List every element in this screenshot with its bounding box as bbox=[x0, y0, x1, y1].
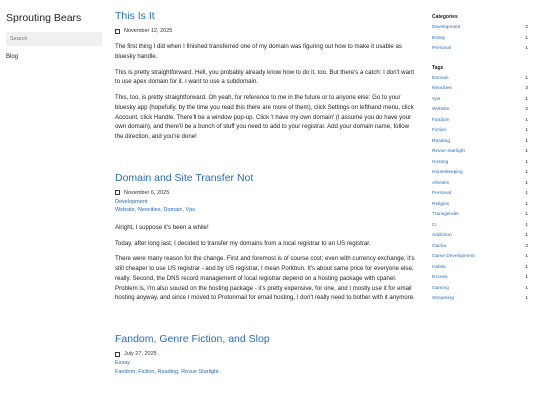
category-item bbox=[432, 44, 528, 55]
post-paragraph: The first thing I did when I finished transferred one of my domain was figuring out how to make it usable as bluesky handle. bbox=[115, 43, 402, 60]
tag-item-count: 1 bbox=[525, 233, 528, 238]
tag-item-link[interactable]: Fandom bbox=[432, 117, 450, 123]
tag-item bbox=[432, 179, 528, 190]
tag-item-link[interactable]: Excess bbox=[432, 275, 448, 280]
tag-item-link[interactable]: Game Development bbox=[432, 254, 475, 259]
post-date-text: July 27, 2025 bbox=[124, 351, 157, 358]
tag-item-link[interactable]: Neocities bbox=[432, 86, 452, 91]
post-body bbox=[115, 42, 415, 142]
tag-item-count: 1 bbox=[525, 159, 528, 165]
left-sidebar bbox=[6, 12, 102, 60]
tags-heading: Tags bbox=[432, 64, 444, 71]
tag-item-count: 1 bbox=[525, 128, 528, 133]
post-tag-link[interactable]: Revue Starlight bbox=[181, 368, 219, 375]
calendar-icon bbox=[115, 29, 120, 34]
tag-item-count: 1 bbox=[525, 254, 528, 259]
tag-item-link[interactable]: Personal bbox=[432, 191, 451, 196]
post-category-link[interactable]: Essay bbox=[115, 360, 130, 367]
tag-item-count: 1 bbox=[525, 275, 528, 280]
post-paragraph: This is pretty straightforward. Hell, you probably already know how to do it, too. But there's a catch: I don't want to use apex domain for it. I want to use a subdomain. bbox=[115, 68, 415, 86]
tag-item-link[interactable]: Vps bbox=[432, 96, 441, 102]
tag-item bbox=[432, 158, 528, 169]
post-list bbox=[115, 10, 415, 405]
tag-item-count: 2 bbox=[525, 243, 528, 249]
tag-item-link[interactable]: Hosting bbox=[432, 159, 449, 165]
tag-item-link[interactable]: Transgender bbox=[432, 212, 460, 217]
tag-item-link[interactable]: Housekeeping bbox=[432, 170, 463, 175]
tag-item-link[interactable]: Ci bbox=[432, 222, 437, 228]
tag-item-count: 1 bbox=[525, 149, 528, 154]
tag-item bbox=[432, 231, 528, 242]
tag-item-count: 1 bbox=[525, 117, 528, 123]
post-paragraph: Today, after long last, I decided to transfer my domains from a local registrar to an US registrar. bbox=[115, 239, 371, 247]
tag-item-count: 1 bbox=[525, 296, 528, 301]
category-item-count: 2 bbox=[525, 25, 528, 30]
post-title[interactable]: This Is It bbox=[115, 10, 155, 22]
post-date-text: November 6, 2025 bbox=[124, 189, 170, 196]
tag-item bbox=[432, 105, 528, 116]
tag-item-count: 1 bbox=[525, 222, 528, 228]
category-item-link[interactable]: Essay bbox=[432, 35, 446, 41]
post-date bbox=[115, 351, 415, 357]
post-item bbox=[115, 10, 415, 142]
calendar-icon bbox=[115, 352, 120, 357]
tag-item bbox=[432, 168, 528, 179]
post-tag-link[interactable]: Fandom bbox=[115, 368, 136, 375]
right-sidebar bbox=[432, 14, 528, 315]
post-paragraph: This, too, is pretty straightforward. Oh yeah, for reference to me in the future or to anyone else: Go to your bluesky app (hopefully, by the time you read this there are more of them), click Settings on lefthand menu, click Account, click Handle. There'll be a window pop-up. Click 'I have my own domain' (I assume you do have your own domain), and there'll be a bunch of stuff you need to add to your registrar. Add your domain name, follow the direction, and you're done! bbox=[115, 94, 414, 140]
tag-item bbox=[432, 221, 528, 232]
tag-item bbox=[432, 210, 528, 221]
post-tag-link[interactable]: Website bbox=[115, 207, 135, 214]
tag-item-link[interactable]: Gacha bbox=[432, 243, 447, 249]
tag-item bbox=[432, 147, 528, 158]
post-tag-link[interactable]: Domain bbox=[163, 207, 183, 214]
post-body bbox=[115, 223, 415, 303]
search-input[interactable] bbox=[6, 32, 102, 46]
post-tags: Fandom, Fiction, Reading, Revue Starlight bbox=[115, 368, 219, 375]
nav-blog-link[interactable]: Blog bbox=[6, 54, 19, 60]
category-item-link[interactable]: Personal bbox=[432, 46, 451, 51]
tag-item-count: 1 bbox=[525, 212, 528, 217]
tag-item-link[interactable]: Reading bbox=[432, 138, 450, 144]
category-item-count: 1 bbox=[525, 35, 528, 41]
categories-heading: Categories bbox=[432, 14, 458, 20]
tag-item-count: 1 bbox=[525, 180, 528, 186]
post-tag-link[interactable]: Neocities bbox=[137, 207, 161, 214]
tag-item-count: 1 bbox=[525, 138, 528, 144]
tag-item-link[interactable]: Religion bbox=[432, 201, 450, 207]
category-item bbox=[432, 34, 528, 45]
tag-item-link[interactable]: Habits bbox=[432, 264, 446, 270]
tag-item-link[interactable]: Fiction bbox=[432, 128, 447, 133]
tag-item-count: 1 bbox=[525, 170, 528, 175]
tag-item bbox=[432, 126, 528, 137]
tags-list bbox=[432, 74, 528, 305]
post-paragraph: There were many reason for the change. First and foremost is of course cost; even with currency exchange, it's still cheaper to use US registrar - and by US registrar, I mean Porkbun. It's about same price for everyone else, really. Second, the DNS record management of local registrar depend on a hosting package with cpanel. Problem is, I'm also soured on the hosting package - it's pretty expensive, for one, and I mostly use it for email hosting anyway, and since I moved to Protonmail for email hosting, I don't really need to bother with it anymore. bbox=[115, 255, 415, 302]
tag-item-count: 1 bbox=[525, 191, 528, 196]
tag-item bbox=[432, 242, 528, 253]
post-tags: Website, Neocities, Domain, Vps bbox=[115, 207, 196, 214]
tag-item bbox=[432, 294, 528, 305]
tag-item-count: 1 bbox=[525, 201, 528, 207]
tag-item bbox=[432, 273, 528, 284]
tag-item-link[interactable]: Addiction bbox=[432, 233, 452, 238]
category-item-link[interactable]: Development bbox=[432, 25, 461, 30]
category-item bbox=[432, 23, 528, 34]
post-title[interactable]: Fandom, Genre Fiction, and Slop bbox=[115, 333, 270, 346]
post-category bbox=[115, 359, 415, 368]
tag-item-link[interactable]: Streaming bbox=[432, 296, 454, 301]
tag-item bbox=[432, 200, 528, 211]
tag-item bbox=[432, 252, 528, 263]
tag-item-count: 2 bbox=[525, 107, 528, 112]
tag-item-count: 1 bbox=[525, 264, 528, 270]
tag-item-count: 1 bbox=[525, 96, 528, 102]
post-date-text: November 12, 2025 bbox=[124, 28, 173, 34]
post-date bbox=[115, 28, 415, 34]
category-item-count: 1 bbox=[525, 46, 528, 51]
tag-item bbox=[432, 95, 528, 106]
post-paragraph: Alright, I suppose it's been a while! bbox=[115, 223, 209, 231]
post-tag-link[interactable]: Vps bbox=[185, 207, 196, 214]
post-title[interactable]: Domain and Site Transfer Not bbox=[115, 171, 254, 184]
tag-item-count: 1 bbox=[525, 75, 528, 81]
tag-item bbox=[432, 84, 528, 95]
tag-item-link[interactable]: Domain bbox=[432, 75, 449, 81]
tag-item bbox=[432, 74, 528, 85]
tag-item-link[interactable]: Revue Starlight bbox=[432, 149, 465, 154]
tag-item-count: 2 bbox=[525, 86, 528, 91]
post-item bbox=[115, 333, 415, 376]
post-date bbox=[115, 190, 415, 196]
post-tag-link[interactable]: Reading bbox=[157, 368, 179, 375]
tag-item bbox=[432, 137, 528, 148]
tag-item-link[interactable]: Gaming bbox=[432, 285, 449, 291]
tag-item bbox=[432, 284, 528, 295]
tag-item-link[interactable]: Website bbox=[432, 107, 450, 112]
post-category-link[interactable]: Development bbox=[115, 198, 148, 205]
tag-item-count: 1 bbox=[525, 285, 528, 291]
tag-item bbox=[432, 116, 528, 127]
post-tag-link[interactable]: Fiction bbox=[138, 368, 155, 375]
tag-item-link[interactable]: Atheism bbox=[432, 180, 450, 186]
post-category bbox=[115, 198, 415, 207]
categories-list bbox=[432, 23, 528, 55]
post-item bbox=[115, 172, 415, 303]
site-title[interactable]: Sprouting Bears bbox=[6, 12, 82, 24]
tag-item bbox=[432, 263, 528, 274]
tag-item bbox=[432, 189, 528, 200]
calendar-icon bbox=[115, 190, 120, 195]
